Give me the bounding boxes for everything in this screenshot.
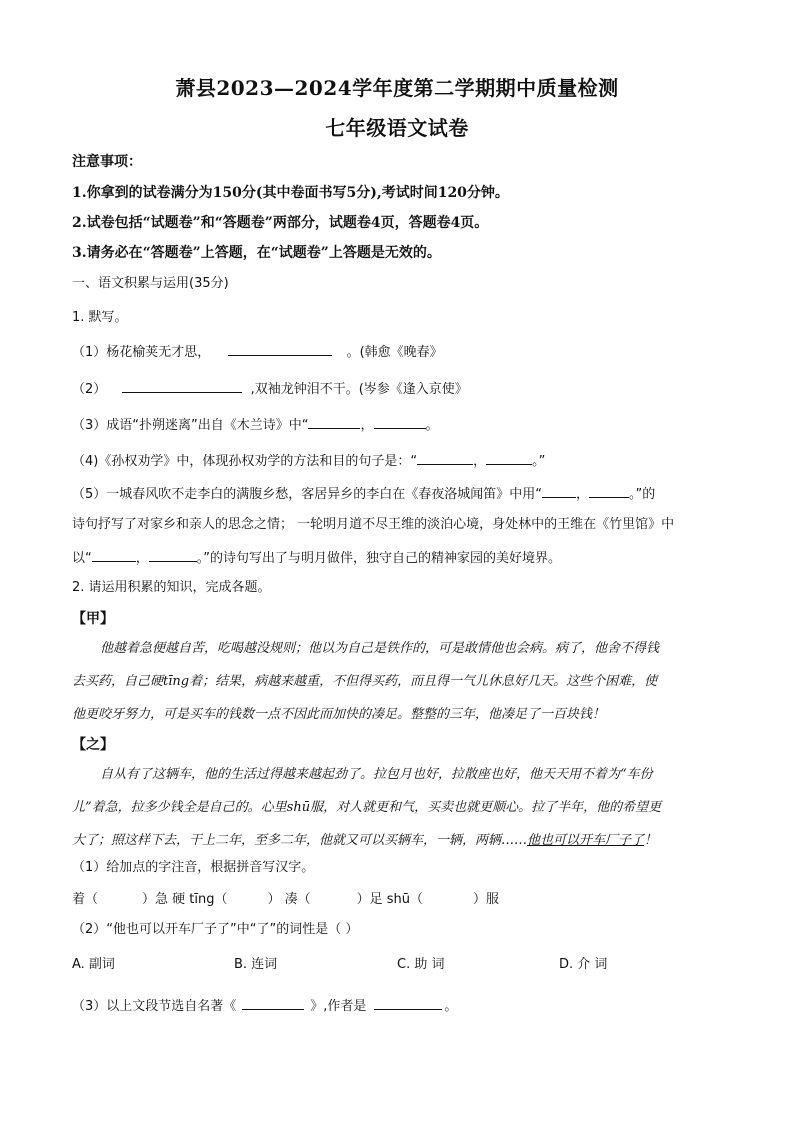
q2-sub3-post: 。 [444,999,458,1014]
jia-line-2: 去买药，自己硬tīng着；结果，病越来越重，不但得买药，而且得一气儿休息好几天。这些个困难，使 [72,674,658,689]
zhi-label: 【之】 [72,737,114,753]
q1-d-mid: ， [473,454,487,469]
q1-d-post: 。” [532,454,546,469]
zhi-line-2: 儿”着急，拉多少钱全是自己的。心里shū服，对人就更和气，买卖也就更顺心。拉了半年，他的希望更 [72,800,662,815]
answer-blank[interactable] [228,341,332,356]
answer-blank[interactable] [417,450,473,465]
zhi-end: ！ [644,833,658,848]
q1-d-pre: （4)《孙权劝学》中，体现孙权劝学的方法和目的句子是：“ [72,454,418,469]
item-1: 着（ [72,892,99,907]
q2-sub1: （1）给加点的字注音，根据拼音写汉字。 [72,860,315,875]
q1-e3-post: 。”的诗句写出了与明月做伴，独守自己的精神家园的美好境界。 [196,551,562,566]
q2-sub1-items [72,890,722,910]
notice-item-3: 3.请务必在“答题卷”上答题，在“试题卷”上答题是无效的。 [72,245,441,261]
q1-a-post: 。(韩愈《晚春》 [346,345,443,360]
item-5: ）服 [473,892,500,907]
answer-blank[interactable] [589,483,629,498]
page-subtitle: 七年级语文试卷 [325,116,469,140]
item-4: ）足 shū（ [356,892,424,907]
answer-blank[interactable] [308,414,360,429]
section-heading: 一、语文积累与运用(35分) [72,276,229,291]
q2-label: 2. 请运用积累的知识，完成各题。 [72,580,271,595]
zhi-line-3-wrap [72,824,722,857]
item-3: ） 凑（ [267,892,311,907]
page-title: 萧县2023—2024学年度第二学期期中质量检测 [175,76,619,100]
q1-e3-pre: 以“ [72,551,92,566]
q2-sub3 [72,995,722,1017]
q1-b-post: ,双袖龙钟泪不干。(岑参《逢入京使》 [250,382,468,397]
jia-label: 【甲】 [72,611,114,627]
answer-blank[interactable] [374,414,426,429]
q1-c-pre: （3）成语“扑朔迷离”出自《木兰诗》中“ [72,418,309,433]
notice-item-1: 1.你拿到的试卷满分为150分(其中卷面书写5分),考试时间120分钟。 [72,185,509,201]
zhi-line-1: 自从有了这辆车，他的生活过得越来越起劲了。拉包月也好，拉散座也好，他天天用不着为“车份 [100,767,653,782]
zhi-line-3: 大了；照这样下去，干上二年，至多二年，他就又可以买辆车，一辆，两辆…… [72,833,528,848]
jia-line-1: 他越着急便越自苦，吃喝越没规则；他以为自己是铁作的，可是敢情他也会病。病了，他舍不得钱 [100,641,660,656]
q1-e-line1 [72,483,722,505]
option-d[interactable]: D. 介 词 [559,957,608,972]
zhi-underlined: 他也可以开车厂子了 [527,833,645,848]
answer-blank[interactable] [242,995,304,1010]
answer-blank[interactable] [486,450,532,465]
q1-label: 1. 默写。 [72,310,128,325]
answer-blank[interactable] [122,378,242,393]
q1-e-mid: ， [576,487,590,502]
answer-blank[interactable] [149,547,197,562]
zhi-passage [72,758,722,857]
q1-d [72,450,722,472]
q2-sub3-mid: 》,作者是 [310,999,367,1014]
q1-e-line2: 诗句抒写了对家乡和亲人的思念之情； 一轮明月道不尽王维的淡泊心境，身处林中的王维在《竹里馆》中 [72,517,675,532]
item-2: ）急 硬 tīng（ [142,892,228,907]
answer-blank[interactable] [542,483,576,498]
notice-item-2: 2.试卷包括“试题卷”和“答题卷”两部分，试题卷4页，答题卷4页。 [72,215,489,231]
q1-c-post: 。 [425,418,439,433]
option-a[interactable]: A. 副词 [72,957,115,972]
jia-passage [72,632,722,731]
q1-e-pre: （5）一城春风吹不走李白的满腹乡愁，客居异乡的李白在《春夜洛城闻笛》中用“ [72,487,543,502]
q1-c-mid: ， [360,418,374,433]
q2-sub2: （2）“他也可以开车厂子了”中“了”的词性是（ ） [72,922,359,937]
q1-b-pre: （2） [72,382,107,397]
q1-e3-mid: ， [135,551,149,566]
q1-a [72,341,722,363]
q1-e-post: 。”的 [629,487,656,502]
answer-blank[interactable] [374,995,442,1010]
q1-c [72,414,722,436]
option-c[interactable]: C. 助 词 [397,957,445,972]
notice-heading: 注意事项： [72,154,142,170]
q1-e-line3 [72,547,722,569]
q2-sub3-pre: （3）以上文段节选自名著《 [72,999,237,1014]
q1-b [72,378,722,400]
option-b[interactable]: B. 连词 [234,957,278,972]
jia-line-3: 他更咬牙努力，可是买车的钱数一点不因此而加快的凑足。整整的三年，他凑足了一百块钱！ [72,707,606,722]
answer-blank[interactable] [92,547,136,562]
q1-a-pre: （1）杨花榆荚无才思， [72,345,211,360]
